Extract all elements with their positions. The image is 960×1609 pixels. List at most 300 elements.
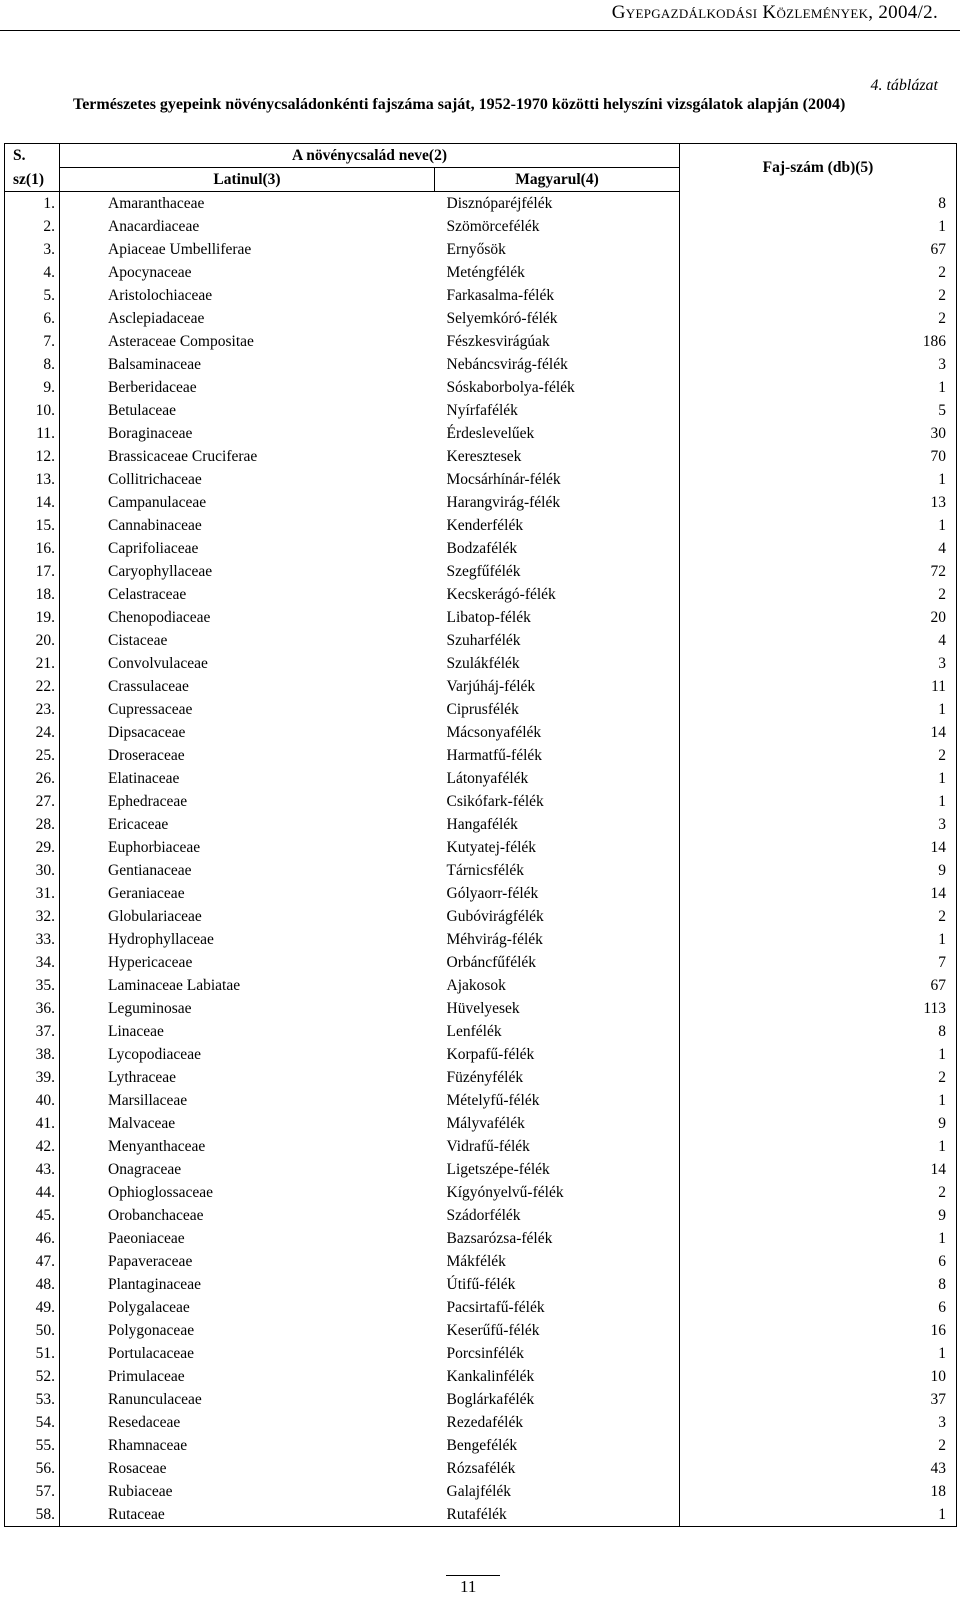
row-number: 38. — [5, 1043, 60, 1066]
species-count: 3 — [680, 813, 957, 836]
col-header-latin: Latinul(3) — [60, 168, 435, 192]
row-number: 24. — [5, 721, 60, 744]
species-count: 1 — [680, 1135, 957, 1158]
table-caption: Természetes gyepeink növénycsaládonkénti fajszáma saját, 1952-1970 közötti helyszíni vizsgálatok alapján (2004) — [73, 96, 846, 113]
latin-name: Caprifoliaceae — [108, 540, 199, 557]
hungarian-name: Mályvafélék — [446, 1115, 525, 1132]
hungarian-name: Varjúháj-félék — [446, 678, 536, 695]
species-count: 13 — [680, 491, 957, 514]
species-count: 1 — [680, 514, 957, 537]
species-count: 1 — [680, 790, 957, 813]
latin-name: Convolvulaceae — [108, 655, 208, 672]
row-number: 44. — [5, 1181, 60, 1204]
table-row — [5, 1043, 957, 1066]
latin-name: Resedaceae — [108, 1414, 181, 1431]
latin-name: Asclepiadaceae — [108, 310, 205, 327]
row-number: 21. — [5, 652, 60, 675]
latin-name: Linaceae — [108, 1023, 164, 1040]
table-row — [5, 652, 957, 675]
col-header-family: A növénycsalád neve(2) — [60, 144, 680, 168]
species-count: 2 — [680, 1066, 957, 1089]
species-count: 7 — [680, 951, 957, 974]
hungarian-name: Rezedafélék — [446, 1414, 524, 1431]
table-row — [5, 537, 957, 560]
hungarian-name: Szuharfélék — [446, 632, 521, 649]
hungarian-name: Szegfűfélék — [446, 563, 521, 580]
latin-name: Hydrophyllaceae — [108, 931, 214, 948]
species-count: 6 — [680, 1250, 957, 1273]
species-count: 14 — [680, 1158, 957, 1181]
table-row — [5, 1273, 957, 1296]
latin-name: Primulaceae — [108, 1368, 185, 1385]
row-number: 28. — [5, 813, 60, 836]
table-row — [5, 905, 957, 928]
table-row — [5, 1066, 957, 1089]
species-count: 16 — [680, 1319, 957, 1342]
table-row — [5, 1480, 957, 1503]
row-number: 50. — [5, 1319, 60, 1342]
hungarian-name: Kutyatej-félék — [446, 839, 537, 856]
row-number: 45. — [5, 1204, 60, 1227]
table-row — [5, 813, 957, 836]
table-row — [5, 215, 957, 238]
hungarian-name: Szömörcefélék — [446, 218, 540, 235]
hungarian-name: Lenfélék — [446, 1023, 502, 1040]
table-row — [5, 836, 957, 859]
table-header-row-1 — [5, 144, 957, 168]
latin-name: Ranunculaceae — [108, 1391, 202, 1408]
latin-name: Ephedraceae — [108, 793, 188, 810]
latin-name: Lycopodiaceae — [108, 1046, 201, 1063]
latin-name: Anacardiaceae — [108, 218, 200, 235]
species-count: 113 — [680, 997, 957, 1020]
table-row — [5, 376, 957, 399]
hungarian-name: Bengefélék — [446, 1437, 518, 1454]
row-number: 48. — [5, 1273, 60, 1296]
latin-name: Rubiaceae — [108, 1483, 173, 1500]
row-number: 49. — [5, 1296, 60, 1319]
row-number: 41. — [5, 1112, 60, 1135]
latin-name: Menyanthaceae — [108, 1138, 206, 1155]
table-row — [5, 1089, 957, 1112]
latin-name: Polygalaceae — [108, 1299, 190, 1316]
hungarian-name: Méhvirág-félék — [446, 931, 543, 948]
hungarian-name: Harangvirág-félék — [446, 494, 561, 511]
table-row — [5, 330, 957, 353]
table-row — [5, 1227, 957, 1250]
species-count: 4 — [680, 629, 957, 652]
species-count: 14 — [680, 836, 957, 859]
species-count: 1 — [680, 1043, 957, 1066]
hungarian-name: Keresztesek — [446, 448, 522, 465]
species-count: 2 — [680, 905, 957, 928]
latin-name: Hypericaceae — [108, 954, 193, 971]
row-number: 54. — [5, 1411, 60, 1434]
table-row — [5, 767, 957, 790]
latin-name: Crassulaceae — [108, 678, 189, 695]
latin-name: Aristolochiaceae — [108, 287, 213, 304]
species-count: 1 — [680, 215, 957, 238]
row-number: 22. — [5, 675, 60, 698]
species-count: 2 — [680, 1181, 957, 1204]
hungarian-name: Mácsonyafélék — [446, 724, 542, 741]
latin-name: Gentianaceae — [108, 862, 192, 879]
species-count: 186 — [680, 330, 957, 353]
latin-name: Boraginaceae — [108, 425, 193, 442]
table-row — [5, 468, 957, 491]
species-count: 9 — [680, 1204, 957, 1227]
row-number: 2. — [5, 215, 60, 238]
table-row — [5, 1135, 957, 1158]
species-count: 8 — [680, 1273, 957, 1296]
row-number: 30. — [5, 859, 60, 882]
table-row — [5, 583, 957, 606]
species-count: 11 — [680, 675, 957, 698]
row-number: 16. — [5, 537, 60, 560]
row-number: 15. — [5, 514, 60, 537]
species-table — [4, 143, 957, 1527]
latin-name: Papaveraceae — [108, 1253, 193, 1270]
species-count: 1 — [680, 1503, 957, 1527]
journal-title: Gyepgazdálkodási Közlemények, 2004/2. — [611, 2, 938, 23]
hungarian-name: Mocsárhínár-félék — [446, 471, 561, 488]
table-row — [5, 790, 957, 813]
table-row — [5, 1250, 957, 1273]
row-number: 11. — [5, 422, 60, 445]
hungarian-name: Bodzafélék — [446, 540, 518, 557]
table-row — [5, 1503, 957, 1527]
hungarian-name: Szádorfélék — [446, 1207, 521, 1224]
row-number: 4. — [5, 261, 60, 284]
species-count: 1 — [680, 928, 957, 951]
table-row — [5, 422, 957, 445]
hungarian-name: Ernyősök — [446, 241, 506, 258]
hungarian-name: Kecskerágó-félék — [446, 586, 556, 603]
row-number: 5. — [5, 284, 60, 307]
table-row — [5, 951, 957, 974]
species-count: 67 — [680, 974, 957, 997]
table-row — [5, 675, 957, 698]
hungarian-name: Orbáncfűfélék — [446, 954, 537, 971]
table-row — [5, 1020, 957, 1043]
hungarian-name: Galajfélék — [446, 1483, 512, 1500]
hungarian-name: Pacsirtafű-félék — [446, 1299, 545, 1316]
row-number: 6. — [5, 307, 60, 330]
species-count: 10 — [680, 1365, 957, 1388]
hungarian-name: Ciprusfélék — [446, 701, 519, 718]
hungarian-name: Hüvelyesek — [446, 1000, 520, 1017]
table-row — [5, 445, 957, 468]
hungarian-name: Ligetszépe-félék — [446, 1161, 550, 1178]
latin-name: Droseraceae — [108, 747, 185, 764]
row-number: 14. — [5, 491, 60, 514]
latin-name: Laminaceae Labiatae — [108, 977, 241, 994]
species-count: 9 — [680, 1112, 957, 1135]
hungarian-name: Meténgfélék — [446, 264, 525, 281]
latin-name: Apiaceae Umbelliferae — [108, 241, 252, 258]
table-row — [5, 1204, 957, 1227]
species-count: 1 — [680, 698, 957, 721]
species-count: 2 — [680, 261, 957, 284]
species-count: 1 — [680, 767, 957, 790]
table-row — [5, 859, 957, 882]
species-count: 37 — [680, 1388, 957, 1411]
table-row — [5, 261, 957, 284]
table-row — [5, 629, 957, 652]
species-count: 14 — [680, 882, 957, 905]
hungarian-name: Porcsinfélék — [446, 1345, 524, 1362]
row-number: 35. — [5, 974, 60, 997]
latin-name: Chenopodiaceae — [108, 609, 211, 626]
table-row — [5, 192, 957, 216]
table-row — [5, 882, 957, 905]
table-row — [5, 238, 957, 261]
table-row — [5, 1158, 957, 1181]
latin-name: Onagraceae — [108, 1161, 182, 1178]
col-header-s-line1: S. — [5, 144, 60, 168]
latin-name: Ophioglossaceae — [108, 1184, 214, 1201]
species-count: 43 — [680, 1457, 957, 1480]
species-count: 67 — [680, 238, 957, 261]
row-number: 57. — [5, 1480, 60, 1503]
hungarian-name: Libatop-félék — [446, 609, 531, 626]
hungarian-name: Mákfélék — [446, 1253, 506, 1270]
hungarian-name: Disznóparéjfélék — [446, 195, 553, 212]
table-row — [5, 974, 957, 997]
hungarian-name: Rózsafélék — [446, 1460, 516, 1477]
species-count: 8 — [680, 1020, 957, 1043]
hungarian-name: Nyírfafélék — [446, 402, 518, 419]
latin-name: Betulaceae — [108, 402, 176, 419]
row-number: 13. — [5, 468, 60, 491]
row-number: 47. — [5, 1250, 60, 1273]
row-number: 52. — [5, 1365, 60, 1388]
hungarian-name: Kenderfélék — [446, 517, 524, 534]
table-row — [5, 1365, 957, 1388]
latin-name: Apocynaceae — [108, 264, 192, 281]
row-number: 18. — [5, 583, 60, 606]
row-number: 53. — [5, 1388, 60, 1411]
species-count: 30 — [680, 422, 957, 445]
table-row — [5, 928, 957, 951]
row-number: 34. — [5, 951, 60, 974]
species-count: 70 — [680, 445, 957, 468]
species-count: 3 — [680, 652, 957, 675]
latin-name: Lythraceae — [108, 1069, 176, 1086]
col-header-s-line2: sz(1) — [5, 168, 60, 192]
row-number: 46. — [5, 1227, 60, 1250]
latin-name: Euphorbiaceae — [108, 839, 201, 856]
latin-name: Asteraceae Compositae — [108, 333, 254, 350]
table-row — [5, 744, 957, 767]
hungarian-name: Nebáncsvirág-félék — [446, 356, 568, 373]
running-header — [0, 0, 960, 31]
hungarian-name: Tárnicsfélék — [446, 862, 524, 879]
latin-name: Paeoniaceae — [108, 1230, 185, 1247]
species-count: 14 — [680, 721, 957, 744]
hungarian-name: Farkasalma-félék — [446, 287, 555, 304]
latin-name: Globulariaceae — [108, 908, 202, 925]
row-number: 27. — [5, 790, 60, 813]
species-count: 20 — [680, 606, 957, 629]
hungarian-name: Útifű-félék — [446, 1276, 516, 1293]
latin-name: Leguminosae — [108, 1000, 192, 1017]
table-body — [5, 192, 957, 1527]
row-number: 55. — [5, 1434, 60, 1457]
latin-name: Marsillaceae — [108, 1092, 188, 1109]
hungarian-name: Ajakosok — [446, 977, 506, 994]
table-row — [5, 1457, 957, 1480]
table-row — [5, 1319, 957, 1342]
row-number: 37. — [5, 1020, 60, 1043]
latin-name: Malvaceae — [108, 1115, 176, 1132]
table-row — [5, 307, 957, 330]
species-count: 1 — [680, 1342, 957, 1365]
species-count: 2 — [680, 284, 957, 307]
col-header-hungarian: Magyarul(4) — [435, 168, 680, 192]
hungarian-name: Füzényfélék — [446, 1069, 524, 1086]
table-number: 4. táblázat — [870, 77, 938, 94]
species-count: 1 — [680, 1227, 957, 1250]
latin-name: Geraniaceae — [108, 885, 185, 902]
hungarian-name: Kígyónyelvű-félék — [446, 1184, 564, 1201]
row-number: 19. — [5, 606, 60, 629]
row-number: 40. — [5, 1089, 60, 1112]
row-number: 12. — [5, 445, 60, 468]
species-count: 1 — [680, 468, 957, 491]
latin-name: Ericaceae — [108, 816, 169, 833]
latin-name: Portulacaceae — [108, 1345, 195, 1362]
row-number: 7. — [5, 330, 60, 353]
hungarian-name: Selyemkóró-félék — [446, 310, 558, 327]
species-count: 4 — [680, 537, 957, 560]
row-number: 10. — [5, 399, 60, 422]
row-number: 58. — [5, 1503, 60, 1527]
latin-name: Amaranthaceae — [108, 195, 205, 212]
species-count: 3 — [680, 1411, 957, 1434]
species-count: 1 — [680, 376, 957, 399]
hungarian-name: Korpafű-félék — [446, 1046, 535, 1063]
table-row — [5, 514, 957, 537]
latin-name: Cannabinaceae — [108, 517, 202, 534]
species-count: 8 — [680, 192, 957, 216]
species-count: 2 — [680, 744, 957, 767]
hungarian-name: Sóskaborbolya-félék — [446, 379, 575, 396]
table-row — [5, 997, 957, 1020]
latin-name: Dipsacaceae — [108, 724, 186, 741]
row-number: 32. — [5, 905, 60, 928]
table-row — [5, 1342, 957, 1365]
hungarian-name: Rutafélék — [435, 1503, 680, 1527]
hungarian-name: Vidrafű-félék — [446, 1138, 530, 1155]
col-header-count: Faj-szám (db)(5) — [680, 144, 957, 192]
table-row — [5, 698, 957, 721]
page-number: 11 — [460, 1577, 477, 1596]
hungarian-name: Mételyfű-félék — [446, 1092, 540, 1109]
row-number: 42. — [5, 1135, 60, 1158]
row-number: 3. — [5, 238, 60, 261]
table-row — [5, 560, 957, 583]
row-number: 25. — [5, 744, 60, 767]
species-count: 6 — [680, 1296, 957, 1319]
table-row — [5, 721, 957, 744]
row-number: 29. — [5, 836, 60, 859]
latin-name: Elatinaceae — [108, 770, 180, 787]
row-number: 31. — [5, 882, 60, 905]
latin-name: Celastraceae — [108, 586, 187, 603]
row-number: 43. — [5, 1158, 60, 1181]
species-count: 2 — [680, 583, 957, 606]
row-number: 33. — [5, 928, 60, 951]
hungarian-name: Látonyafélék — [446, 770, 529, 787]
latin-name: Cupressaceae — [108, 701, 193, 718]
latin-name: Rhamnaceae — [108, 1437, 188, 1454]
hungarian-name: Gubóvirágfélék — [446, 908, 544, 925]
row-number: 51. — [5, 1342, 60, 1365]
species-count: 18 — [680, 1480, 957, 1503]
row-number: 8. — [5, 353, 60, 376]
species-count: 3 — [680, 353, 957, 376]
row-number: 20. — [5, 629, 60, 652]
latin-name: Collitrichaceae — [108, 471, 202, 488]
table-row — [5, 399, 957, 422]
row-number: 36. — [5, 997, 60, 1020]
latin-name: Cistaceae — [108, 632, 168, 649]
latin-name: Brassicaceae Cruciferae — [108, 448, 258, 465]
hungarian-name: Csikófark-félék — [446, 793, 544, 810]
hungarian-name: Keserűfű-félék — [446, 1322, 540, 1339]
latin-name: Orobanchaceae — [108, 1207, 204, 1224]
latin-name: Polygonaceae — [108, 1322, 195, 1339]
latin-name: Caryophyllaceae — [108, 563, 213, 580]
row-number: 26. — [5, 767, 60, 790]
row-number: 9. — [5, 376, 60, 399]
species-count: 2 — [680, 1434, 957, 1457]
species-count: 5 — [680, 399, 957, 422]
hungarian-name: Gólyaorr-félék — [446, 885, 539, 902]
hungarian-name: Kankalinfélék — [446, 1368, 535, 1385]
table-row — [5, 1112, 957, 1135]
latin-name: Berberidaceae — [108, 379, 197, 396]
table-row — [5, 1296, 957, 1319]
footer-rule — [446, 1575, 500, 1576]
hungarian-name: Fészkesvirágúak — [446, 333, 550, 350]
table-row — [5, 1434, 957, 1457]
row-number: 23. — [5, 698, 60, 721]
latin-name: Rutaceae — [60, 1503, 435, 1527]
latin-name: Rosaceae — [108, 1460, 167, 1477]
hungarian-name: Érdeslevelűek — [446, 425, 535, 442]
species-count: 72 — [680, 560, 957, 583]
row-number: 17. — [5, 560, 60, 583]
table-row — [5, 284, 957, 307]
table-row — [5, 1388, 957, 1411]
latin-name: Plantaginaceae — [108, 1276, 201, 1293]
hungarian-name: Szulákfélék — [446, 655, 520, 672]
species-count: 9 — [680, 859, 957, 882]
table-row — [5, 1181, 957, 1204]
hungarian-name: Harmatfű-félék — [446, 747, 543, 764]
hungarian-name: Hangafélék — [446, 816, 518, 833]
species-count: 2 — [680, 307, 957, 330]
table-row — [5, 1411, 957, 1434]
row-number: 39. — [5, 1066, 60, 1089]
row-number: 56. — [5, 1457, 60, 1480]
table-row — [5, 353, 957, 376]
latin-name: Campanulaceae — [108, 494, 207, 511]
hungarian-name: Bazsarózsa-félék — [446, 1230, 553, 1247]
row-number: 1. — [5, 192, 60, 216]
